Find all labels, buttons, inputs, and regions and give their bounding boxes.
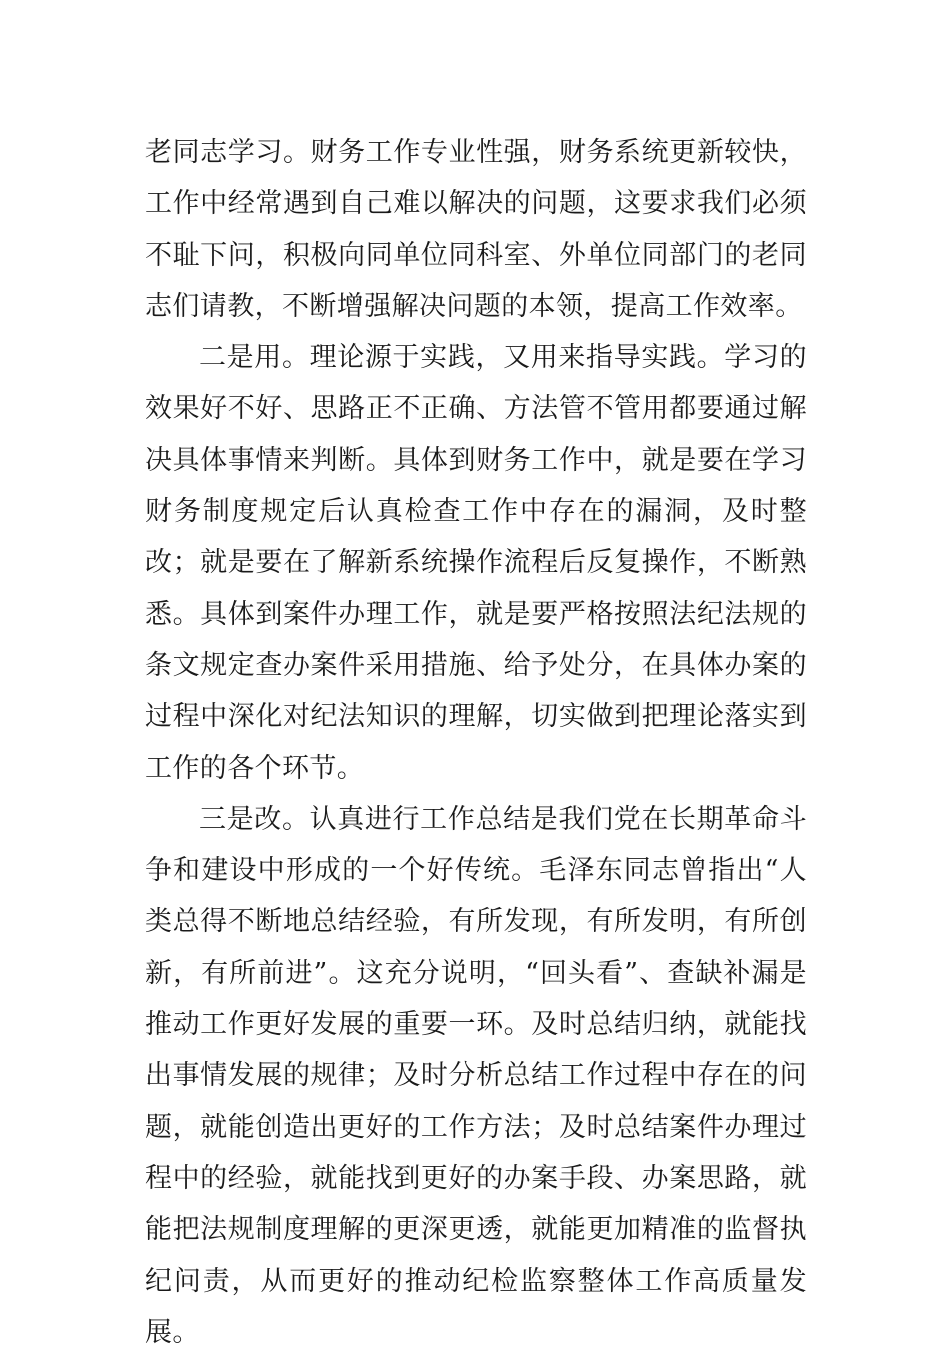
paragraph-continuation: 老同志学习。财务工作专业性强，财务系统更新较快，工作中经常遇到自己难以解决的问题，这要求我们必须不耻下问，积极向同单位同科室、外单位同部门的老同志们请教，不断增强解决问题的本领，提高工作效率。 xyxy=(145,137,807,322)
paragraph-use: 二是用。理论源于实践，又用来指导实践。学习的效果好不好、思路正不正确、方法管不管用都要通过解决具体事情来判断。具体到财务工作中，就是要在学习财务制度规定后认真检查工作中存在的漏洞，及时整改；就是要在了解新系统操作流程后反复操作，不断熟悉。具体到案件办理工作，就是要严格按照法纪法规的条文规定查办案件采用措施、给予处分，在具体办案的过程中深化对纪法知识的理解，切实做到把理论落实到工作的各个环节。 xyxy=(145,342,807,784)
document-body xyxy=(145,127,807,1358)
paragraph-reform: 三是改。认真进行工作总结是我们党在长期革命斗争和建设中形成的一个好传统。毛泽东同志曾指出“人类总得不断地总结经验，有所发现，有所发明，有所创新，有所前进”。这充分说明，“回头看”、查缺补漏是推动工作更好发展的重要一环。及时总结归纳，就能找出事情发展的规律；及时分析总结工作过程中存在的问题，就能创造出更好的工作方法；及时总结案件办理过程中的经验，就能找到更好的办案手段、办案思路，就能把法规制度理解的更深更透，就能更加精准的监督执纪问责，从而更好的推动纪检监察整体工作高质量发展。 xyxy=(145,803,807,1348)
